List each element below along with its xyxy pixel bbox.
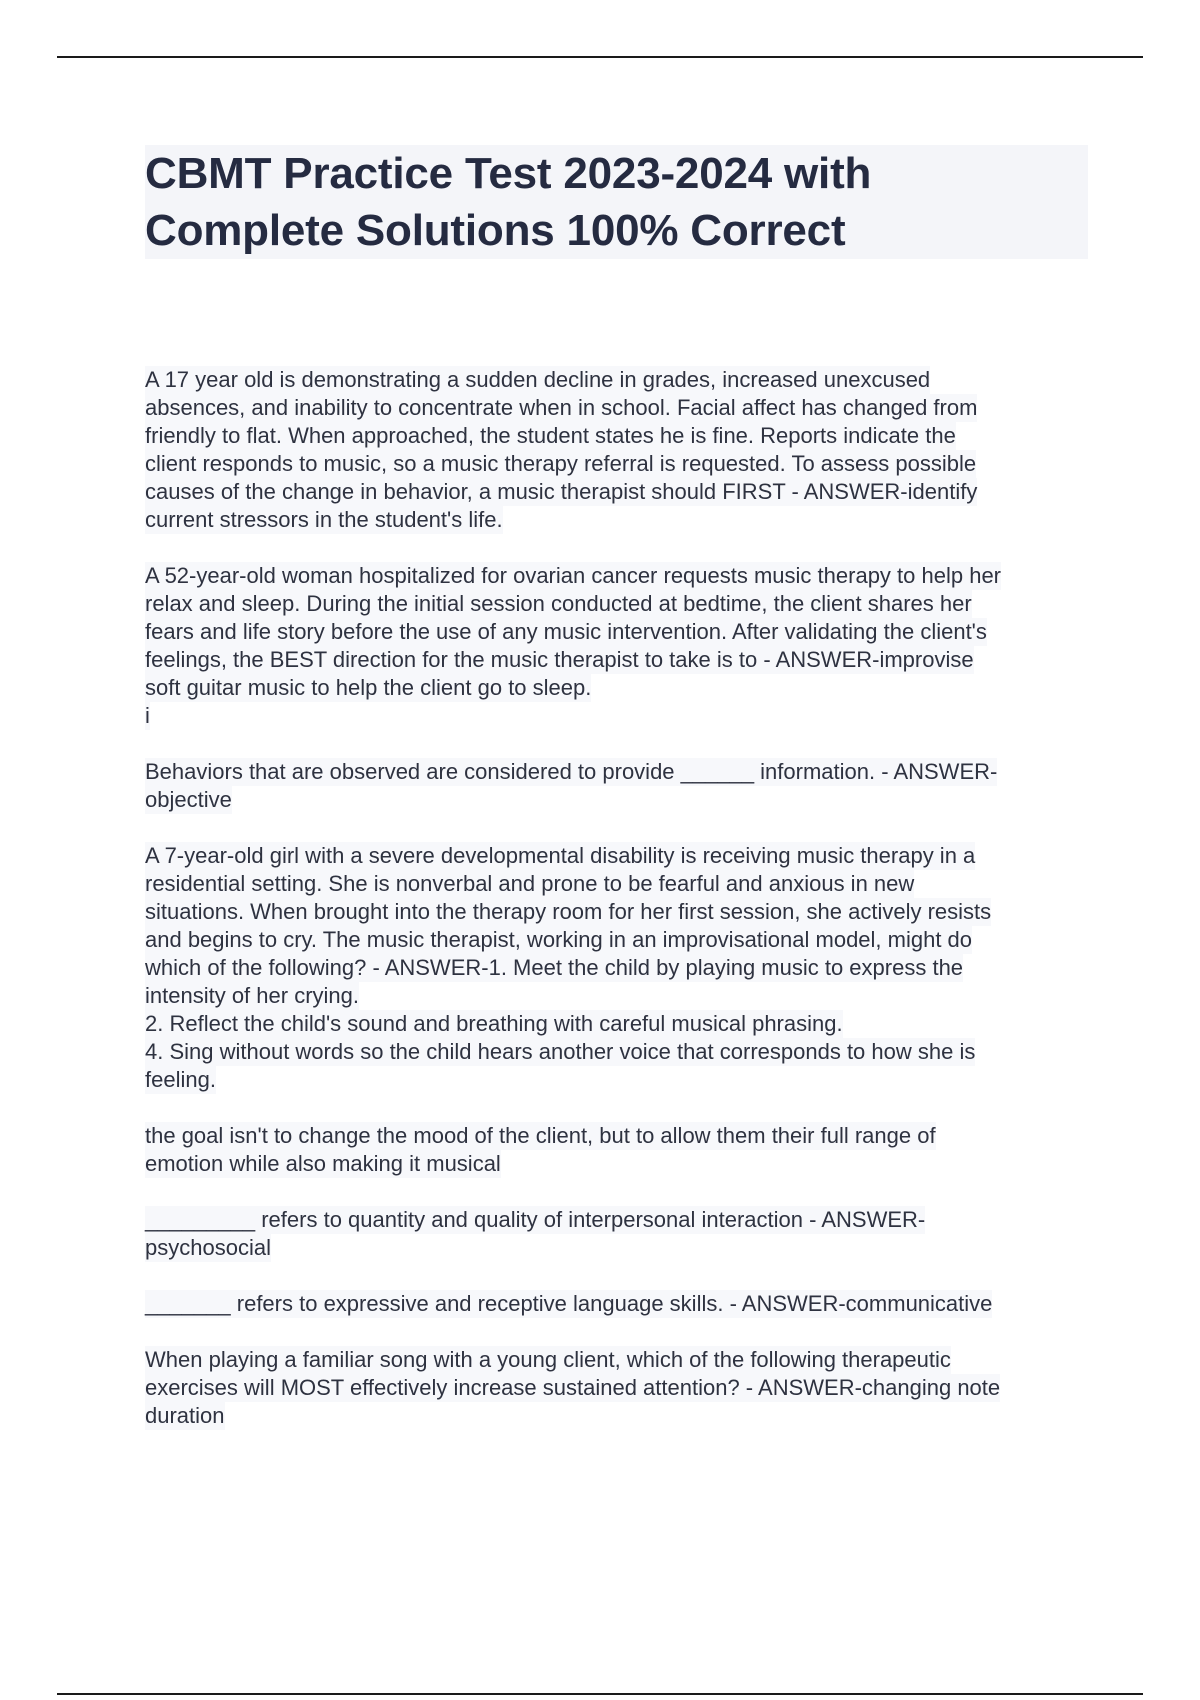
qa-line: relax and sleep. During the initial session conducted at bedtime, the client shares her: [145, 591, 972, 616]
qa-line: A 7-year-old girl with a severe developmental disability is receiving music therapy in a: [145, 843, 976, 868]
qa-item: [145, 1290, 1090, 1318]
qa-line: 4. Sing without words so the child hears another voice that corresponds to how she is: [145, 1039, 976, 1064]
qa-line: the goal isn't to change the mood of the client, but to allow them their full range of: [145, 1123, 936, 1148]
qa-line: exercises will MOST effectively increase sustained attention? - ANSWER-changing note: [145, 1375, 1001, 1400]
qa-line: intensity of her crying.: [145, 983, 359, 1008]
footer-rule: [57, 1693, 1143, 1695]
title-block: [145, 145, 1088, 259]
qa-line: feeling.: [145, 1067, 216, 1092]
qa-line: and begins to cry. The music therapist, working in an improvisational model, might do: [145, 927, 973, 952]
qa-line: emotion while also making it musical: [145, 1151, 501, 1176]
qa-line: absences, and inability to concentrate when in school. Facial affect has changed from: [145, 395, 978, 420]
qa-line: current stressors in the student's life.: [145, 507, 503, 532]
qa-line: which of the following? - ANSWER-1. Meet the child by playing music to express the: [145, 955, 964, 980]
qa-item: [145, 1346, 1090, 1430]
qa-line: feelings, the BEST direction for the music therapist to take is to - ANSWER-improvise: [145, 647, 974, 672]
qa-item: [145, 562, 1090, 730]
qa-line: psychosocial: [145, 1235, 271, 1260]
qa-item: [145, 1122, 1090, 1178]
qa-line: residential setting. She is nonverbal and prone to be fearful and anxious in new: [145, 871, 915, 896]
qa-line: A 52-year-old woman hospitalized for ovarian cancer requests music therapy to help her: [145, 563, 1002, 588]
qa-line: client responds to music, so a music therapy referral is requested. To assess possible: [145, 451, 977, 476]
qa-line: A 17 year old is demonstrating a sudden decline in grades, increased unexcused: [145, 367, 931, 392]
qa-line: duration: [145, 1403, 225, 1428]
qa-line: 2. Reflect the child's sound and breathing with careful musical phrasing.: [145, 1011, 843, 1036]
qa-item: [145, 1206, 1090, 1262]
qa-content: [145, 366, 1090, 1458]
title-line-2: Complete Solutions 100% Correct: [145, 206, 846, 255]
qa-line: situations. When brought into the therapy room for her first session, she actively resists: [145, 899, 992, 924]
qa-line: fears and life story before the use of any music intervention. After validating the client's: [145, 619, 987, 644]
qa-line: _______ refers to expressive and receptive language skills. - ANSWER-communicative: [145, 1291, 993, 1316]
qa-line: causes of the change in behavior, a music therapist should FIRST - ANSWER-identify: [145, 479, 978, 504]
qa-item: [145, 758, 1090, 814]
header-rule: [57, 56, 1143, 58]
qa-line: _________ refers to quantity and quality of interpersonal interaction - ANSWER-: [145, 1207, 926, 1232]
qa-item: [145, 842, 1090, 1094]
qa-line: Behaviors that are observed are considered to provide ______ information. - ANSWER-: [145, 759, 998, 784]
page-title: [145, 145, 1088, 259]
qa-line: i: [145, 703, 150, 728]
title-line-1: CBMT Practice Test 2023-2024 with: [145, 149, 872, 198]
qa-item: [145, 366, 1090, 534]
qa-line: objective: [145, 787, 232, 812]
qa-line: soft guitar music to help the client go to sleep.: [145, 675, 592, 700]
qa-line: friendly to flat. When approached, the student states he is fine. Reports indicate the: [145, 423, 956, 448]
qa-line: When playing a familiar song with a young client, which of the following therapeutic: [145, 1347, 951, 1372]
